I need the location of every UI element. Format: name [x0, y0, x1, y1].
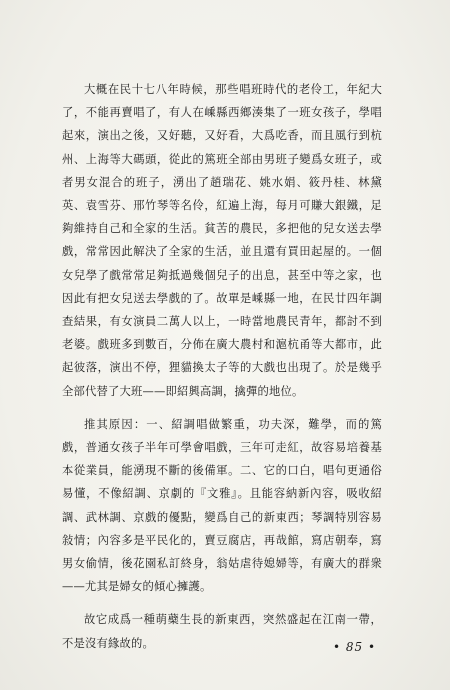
page-number: • 85 • — [333, 640, 377, 654]
paragraph-reasons: 推其原因：一、紹調唱做繁重，功夫深，難學，而的篤戲，普通女孩子半年可學會唱戲，三年可走紅，故容易培養基本從業員，能湧現不斷的後備軍。二、它的口白，唱句更通俗易懂，不像紹調、京劇的『文雅』。且能容納新內容，吸收紹調、武林調、京戲的優點，變爲自己的新東西；琴調特別容易敍情；內容多是平民化的，賣豆腐店，再哉館，寫店朝奉，寫男女偷情，後花園私訂終身，翁姑虐待媳婦等，有廣大的群衆——尤其是婦女的傾心擁護。 — [62, 417, 382, 594]
paragraph-history: 大概在民十七八年時候，那些唱班時代的老伶工，年紀大了，不能再賣唱了，有人在嵊縣西鄉湊集了一班女孩子，學唱起來，演出之後，又好聽，又好看，大爲吃香，而且風行到杭州、上海等大碼頭，從此的篤班全部由男班子變爲女班子，或者男女混合的班子，湧出了趙瑞花、姚水娟、筱丹桂、林黛英、袁雪芬、邢竹琴等名伶，紅遍上海，每月可賺大銀鐵，足夠維持自己和全家的生活。貧苦的農民，多把他的兒女送去學戲，常常因此解決了全家的生活，並且還有買田起屋的。一個女兒學了戲常常足夠抵過幾個兒子的出息，甚至中等之家，也因此有把女兒送去學戲的了。故單是嵊縣一地，在民廿四年調查結果，有女演員二萬人以上，一時當地農民青年，都討不到老婆。戲班多到數百，分佈在廣大農村和滬杭甬等大都市，此起彼落，演出不停，狸貓換太子等的大戲也出現了。於是幾乎全部代替了大班——即紹興高調，擒彈的地位。 — [62, 83, 382, 398]
paragraph-conclusion: 故它成爲一種萌蘗生長的新東西，突然盛起在江南一帶，不是沒有緣故的。 — [62, 613, 382, 650]
body-text — [62, 78, 382, 655]
